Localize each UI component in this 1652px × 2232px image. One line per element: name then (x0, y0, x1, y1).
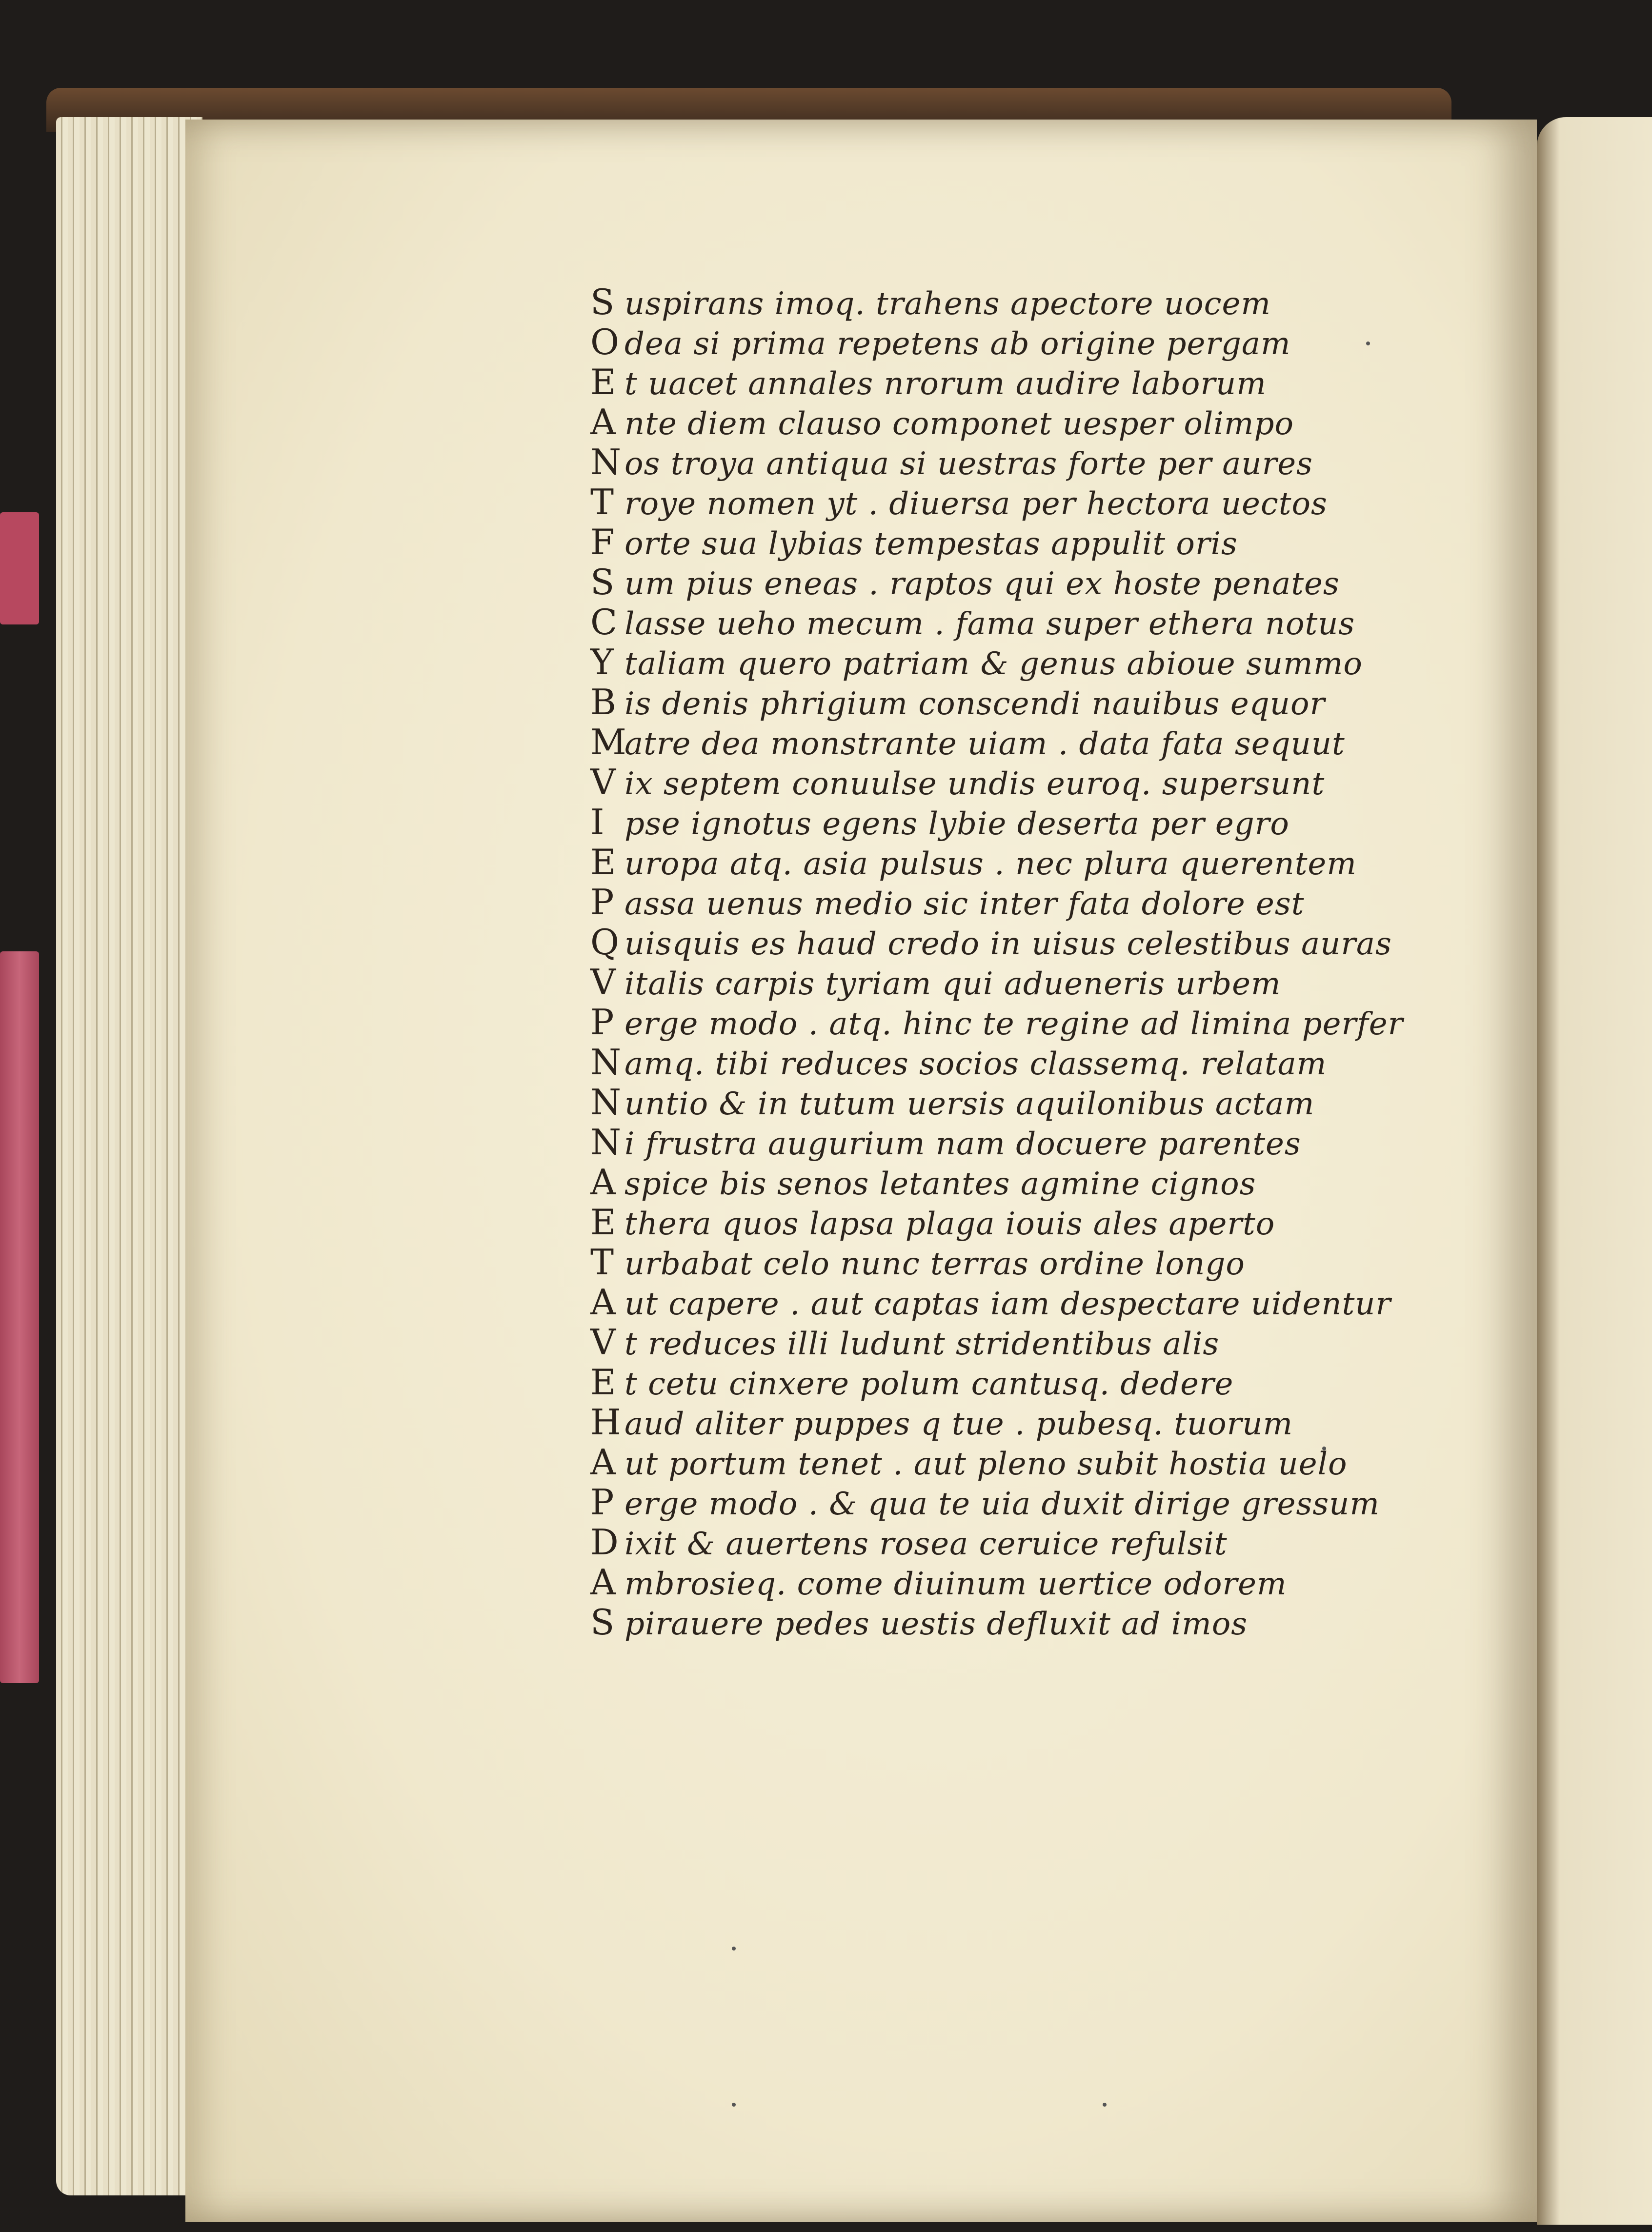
verse-line (590, 1402, 1439, 1442)
verse-line (590, 1282, 1439, 1322)
verse-initial: A (590, 1442, 616, 1483)
verse-line (590, 1242, 1439, 1282)
verse-text: uisquis es haud credo in uisus celestibus auras (625, 926, 1392, 962)
verse-initial: N (590, 442, 622, 483)
verse-initial: C (590, 602, 618, 643)
verse-line (590, 1042, 1439, 1082)
verse-block (590, 282, 1439, 1642)
verse-initial: S (590, 562, 615, 603)
verse-line (590, 322, 1439, 362)
verse-line (590, 1082, 1439, 1122)
ink-dot (732, 2103, 736, 2107)
verse-initial: B (590, 682, 617, 723)
verse-initial: T (590, 1242, 615, 1283)
verse-initial: Y (590, 642, 614, 683)
verse-line (590, 602, 1439, 642)
facing-page-edge (1537, 117, 1652, 2225)
verse-line (590, 562, 1439, 602)
verse-initial: T (590, 482, 615, 523)
verse-initial: P (590, 882, 615, 923)
verse-line (590, 522, 1439, 562)
page-edges (56, 117, 202, 2195)
verse-line (590, 1522, 1439, 1562)
verse-line (590, 1442, 1439, 1482)
verse-text: urbabat celo nunc terras ordine longo (625, 1246, 1245, 1282)
verse-line (590, 722, 1439, 762)
verse-initial: A (590, 1282, 616, 1323)
verse-line (590, 682, 1439, 722)
ribbon-marker (0, 512, 39, 624)
verse-initial: E (590, 842, 617, 883)
verse-line (590, 482, 1439, 522)
verse-text: untio & in tutum uersis aquilonibus actam (625, 1086, 1315, 1122)
verse-text: t reduces illi ludunt stridentibus alis (625, 1326, 1220, 1362)
verse-line (590, 1562, 1439, 1602)
verse-line (590, 962, 1439, 1002)
verse-initial: A (590, 402, 616, 442)
verse-initial: P (590, 1482, 615, 1523)
verse-text: italis carpis tyriam qui adueneris urbem (625, 966, 1281, 1002)
verse-text: t cetu cinxere polum cantusq. dedere (625, 1366, 1234, 1402)
verse-line (590, 882, 1439, 922)
verse-text: orte sua lybias tempestas appulit oris (625, 526, 1238, 562)
verse-line (590, 1162, 1439, 1202)
verse-initial: N (590, 1042, 622, 1083)
verse-initial: P (590, 1002, 615, 1043)
verse-text: spice bis senos letantes agmine cignos (625, 1166, 1256, 1202)
verse-text: erge modo . & qua te uia duxit dirige gressum (625, 1486, 1380, 1522)
verse-text: i frustra augurium nam docuere parentes (625, 1126, 1301, 1162)
verse-text: thera quos lapsa plaga iouis ales aperto (625, 1206, 1275, 1242)
verse-text: dea si prima repetens ab origine pergam (625, 326, 1291, 362)
verse-text: ix septem conuulse undis euroq. supersunt (625, 766, 1325, 802)
verse-initial: Q (590, 922, 620, 963)
verse-line (590, 1602, 1439, 1642)
verse-line (590, 282, 1439, 322)
verse-line (590, 922, 1439, 962)
verse-text: nte diem clauso componet uesper olimpo (625, 406, 1294, 442)
verse-line (590, 762, 1439, 802)
verse-initial: A (590, 1562, 616, 1603)
verse-text: taliam quero patriam & genus abioue summo (625, 646, 1363, 682)
verse-initial: O (590, 322, 620, 362)
verse-initial: E (590, 362, 617, 402)
verse-text: atre dea monstrante uiam . data fata sequut (625, 726, 1345, 762)
verse-text: lasse ueho mecum . fama super ethera notus (625, 606, 1355, 642)
verse-initial: S (590, 282, 615, 322)
verse-initial: D (590, 1522, 619, 1563)
verse-initial: S (590, 1602, 615, 1643)
verse-text: roye nomen yt . diuersa per hectora uectos (625, 486, 1328, 522)
verse-text: pirauere pedes uestis defluxit ad imos (625, 1606, 1248, 1642)
verse-text: ut portum tenet . aut pleno subit hostia uelo (625, 1446, 1348, 1482)
verse-line (590, 442, 1439, 482)
verse-line (590, 1122, 1439, 1162)
verse-text: amq. tibi reduces socios classemq. relatam (625, 1046, 1327, 1082)
verse-initial: N (590, 1122, 622, 1163)
ink-dot (1103, 2103, 1107, 2107)
verse-text: mbrosieq. come diuinum uertice odorem (625, 1566, 1287, 1602)
verse-initial: M (590, 722, 627, 763)
verse-line (590, 1482, 1439, 1522)
verse-initial: E (590, 1362, 617, 1403)
verse-initial: F (590, 522, 615, 563)
verse-text: uspirans imoq. trahens apectore uocem (625, 286, 1271, 322)
verse-text: is denis phrigium conscendi nauibus equor (625, 686, 1326, 722)
verse-text: aud aliter puppes q tue . pubesq. tuorum (625, 1406, 1293, 1442)
verse-line (590, 1362, 1439, 1402)
verse-text: uropa atq. asia pulsus . nec plura querentem (625, 846, 1357, 882)
verse-initial: V (590, 962, 616, 1003)
ink-dot (732, 1947, 736, 1950)
verse-text: pse ignotus egens lybie deserta per egro (625, 806, 1289, 842)
verse-line (590, 1002, 1439, 1042)
verse-text: ixit & auertens rosea ceruice refulsit (625, 1526, 1228, 1562)
verse-line (590, 1202, 1439, 1242)
verse-text: ut capere . aut captas iam despectare uidentur (625, 1286, 1391, 1322)
verse-line (590, 842, 1439, 882)
verse-line (590, 362, 1439, 402)
ribbon-marker (0, 951, 39, 1683)
verse-text: t uacet annales nrorum audire laborum (625, 366, 1267, 402)
verse-initial: E (590, 1202, 617, 1243)
verse-initial: I (590, 802, 605, 843)
verse-text: erge modo . atq. hinc te regine ad limina perfer (625, 1006, 1404, 1042)
verse-line (590, 642, 1439, 682)
verse-line (590, 802, 1439, 842)
verse-initial: N (590, 1082, 622, 1123)
verse-text: os troya antiqua si uestras forte per aures (625, 446, 1313, 482)
verse-initial: V (590, 1322, 616, 1363)
verse-line (590, 402, 1439, 442)
verse-text: um pius eneas . raptos qui ex hoste penates (625, 566, 1340, 602)
verse-line (590, 1322, 1439, 1362)
verse-initial: V (590, 762, 616, 803)
verse-initial: A (590, 1162, 616, 1203)
verse-text: assa uenus medio sic inter fata dolore est (625, 886, 1305, 922)
verse-initial: H (590, 1402, 622, 1443)
